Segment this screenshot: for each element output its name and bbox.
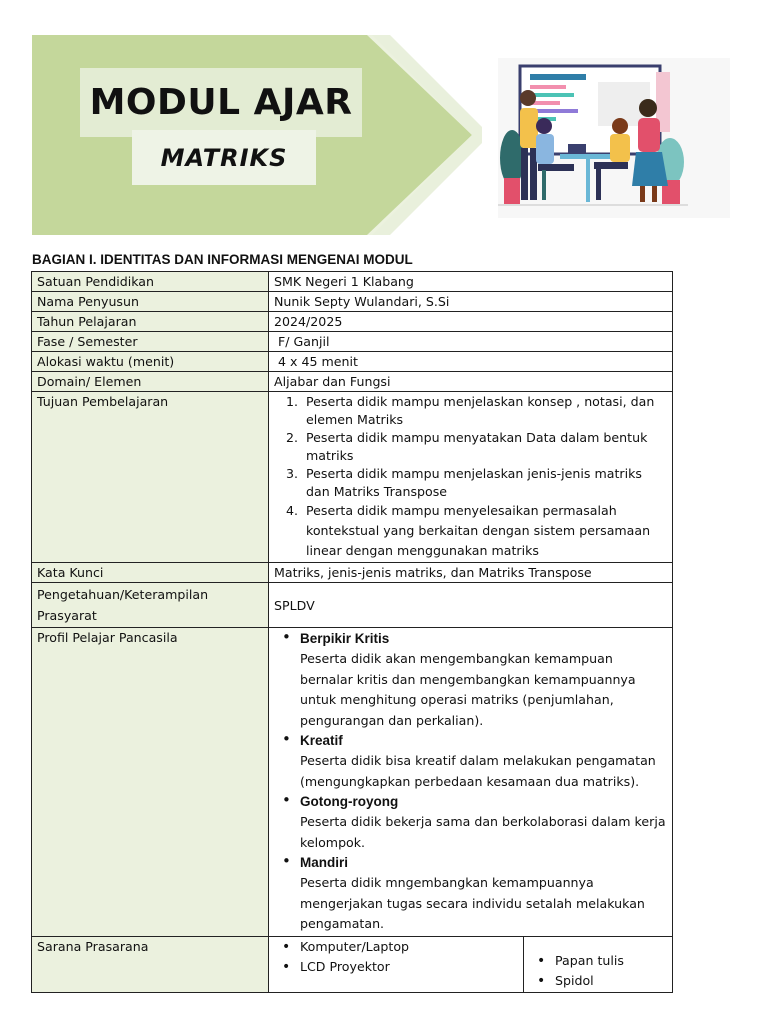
list-item bbox=[274, 731, 667, 792]
list-item: 3. Peserta didik mampu menjelaskan jenis-jenis matriks dan Matriks Transpose bbox=[302, 465, 667, 501]
module-info-table bbox=[31, 271, 673, 993]
row-value bbox=[269, 936, 673, 992]
section-heading: BAGIAN I. IDENTITAS DAN INFORMASI MENGENAI MODUL bbox=[32, 252, 413, 267]
list-item: • Spidol bbox=[529, 971, 667, 991]
profile-desc: Peserta didik mngembangkan kemampuannya mengerjakan tugas secara individu setalah melakukan pengamatan. bbox=[300, 875, 645, 931]
row-label: Fase / Semester bbox=[32, 332, 269, 352]
profile-desc: Peserta didik bekerja sama dan berkolaborasi dalam kerja kelompok. bbox=[300, 814, 666, 850]
table-row bbox=[32, 372, 673, 392]
row-value: Nunik Septy Wulandari, S.Si bbox=[269, 292, 673, 312]
list-item bbox=[274, 792, 667, 853]
list-item: • Papan tulis bbox=[529, 951, 667, 971]
profile-name: • Gotong-royong bbox=[300, 794, 399, 809]
profile-desc: Peserta didik bisa kreatif dalam melakukan pengamatan (mengungkapkan perbedaan kesamaan dua matriks). bbox=[300, 753, 656, 789]
table-row bbox=[32, 392, 673, 563]
row-label: Profil Pelajar Pancasila bbox=[32, 628, 269, 937]
module-subtitle: MATRIKS bbox=[160, 143, 288, 172]
row-value bbox=[269, 628, 673, 937]
facilities-column bbox=[269, 937, 524, 993]
table-row bbox=[32, 352, 673, 372]
profile-name: • Mandiri bbox=[300, 855, 349, 870]
row-value: SMK Negeri 1 Klabang bbox=[269, 272, 673, 292]
row-value: SPLDV bbox=[269, 583, 673, 628]
profile-desc: Peserta didik akan mengembangkan kemampuan bernalar kritis dan mengembangkan kemampuannya untuk menghitung operasi matriks (penjumlahan, pengurangan dan perkalian). bbox=[300, 651, 636, 728]
row-value bbox=[269, 392, 673, 563]
module-title: MODUL AJAR bbox=[89, 82, 353, 123]
row-label: Satuan Pendidikan bbox=[32, 272, 269, 292]
row-label: Tujuan Pembelajaran bbox=[32, 392, 269, 563]
facilities-list bbox=[274, 937, 518, 977]
table-row bbox=[32, 583, 673, 628]
list-item: 4. Peserta didik mampu menyelesaikan permasalah kontekstual yang berkaitan dengan sistem persamaan linear dengan menggunakan matriks bbox=[302, 501, 667, 561]
team-meeting-illustration bbox=[498, 58, 730, 218]
list-item: • Komputer/Laptop bbox=[274, 937, 518, 957]
row-value: Aljabar dan Fungsi bbox=[269, 372, 673, 392]
row-label: Kata Kunci bbox=[32, 563, 269, 583]
profile-name: • Berpikir Kritis bbox=[300, 631, 390, 646]
row-label-line: Pengetahuan/Keterampilan bbox=[37, 587, 209, 602]
row-value: 2024/2025 bbox=[269, 312, 673, 332]
subtitle-box bbox=[132, 130, 316, 185]
table-row bbox=[32, 563, 673, 583]
row-value: 4 x 45 menit bbox=[269, 352, 673, 372]
row-label: Alokasi waktu (menit) bbox=[32, 352, 269, 372]
list-item bbox=[274, 853, 667, 935]
profile-name: • Kreatif bbox=[300, 733, 343, 748]
row-value: Matriks, jenis-jenis matriks, dan Matriks Transpose bbox=[269, 563, 673, 583]
row-label bbox=[32, 583, 269, 628]
row-label-line: Prasyarat bbox=[37, 608, 97, 623]
table-row bbox=[32, 936, 673, 992]
facilities-columns bbox=[269, 937, 672, 993]
list-item: 2. Peserta didik mampu menyatakan Data dalam bentuk matriks bbox=[302, 429, 667, 465]
table-row bbox=[32, 312, 673, 332]
table-row bbox=[32, 272, 673, 292]
row-value: F/ Ganjil bbox=[269, 332, 673, 352]
table-row bbox=[32, 292, 673, 312]
facilities-list bbox=[529, 951, 667, 991]
title-box bbox=[80, 68, 362, 137]
row-label: Nama Penyusun bbox=[32, 292, 269, 312]
row-label: Sarana Prasarana bbox=[32, 936, 269, 992]
list-item bbox=[274, 629, 667, 731]
row-label: Domain/ Elemen bbox=[32, 372, 269, 392]
learning-goals-list bbox=[274, 393, 667, 561]
table-row bbox=[32, 628, 673, 937]
facilities-column bbox=[524, 937, 672, 993]
list-item: 1. Peserta didik mampu menjelaskan konsep , notasi, dan elemen Matriks bbox=[302, 393, 667, 429]
row-label: Tahun Pelajaran bbox=[32, 312, 269, 332]
table-row bbox=[32, 332, 673, 352]
list-item: • LCD Proyektor bbox=[274, 957, 518, 977]
profile-list bbox=[274, 629, 667, 935]
